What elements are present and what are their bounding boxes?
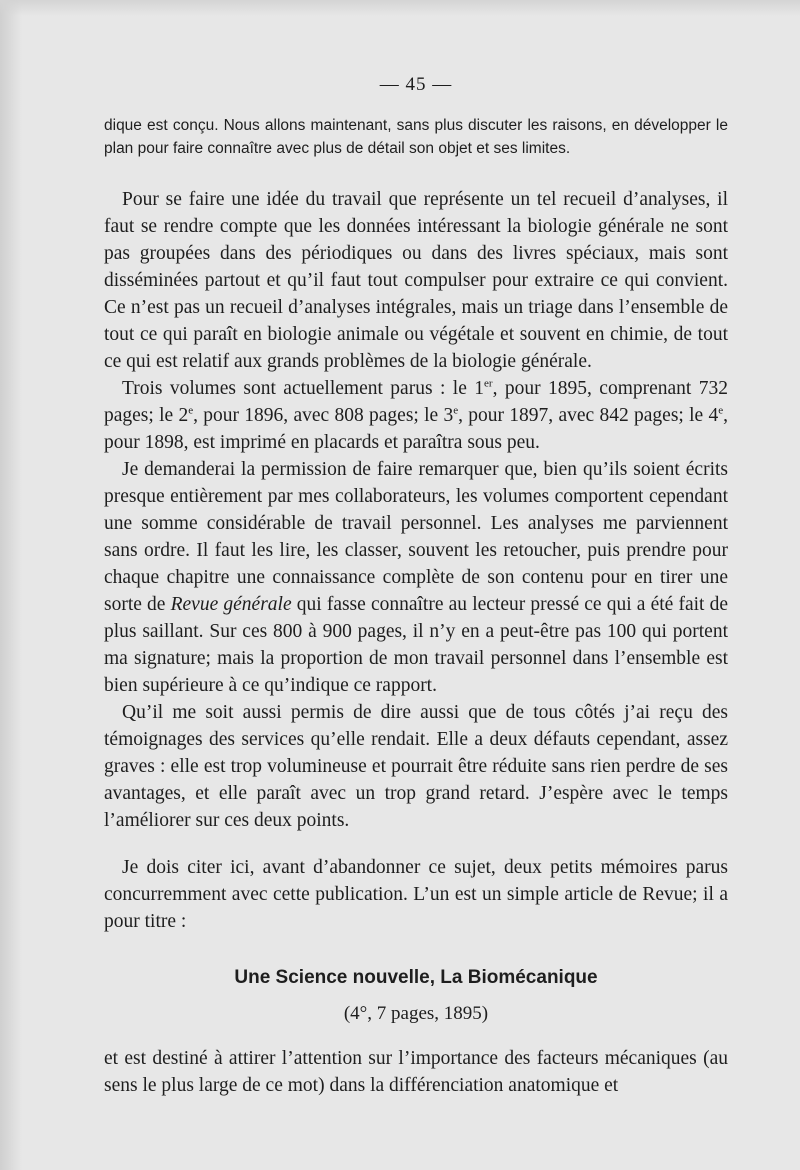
paragraph-volumes-published bbox=[104, 375, 728, 456]
personal-work-text-1: Je demanderai la permission de faire remarquer que, bien qu’ils soient écrits presque entièrement par mes collaborateurs, les volumes comportent cependant une somme considérable de travail personnel. Les analyses me parviennent sans ordre. Il faut les lire, les classer, souvent les retoucher, puis prendre pour chaque chapitre une connaissance complète de son contenu pour en tirer une sorte de bbox=[104, 459, 728, 615]
paragraph-biomechanics: et est destiné à attirer l’attention sur l’importance des facteurs mécaniques (au sens le plus large de ce mot) dans la différenciation anatomique et bbox=[104, 1048, 728, 1096]
volumes-text-1: Trois volumes sont actuellement parus : le 1 bbox=[122, 378, 485, 399]
volumes-text-3: , pour 1896, avec 808 pages; le 3 bbox=[193, 405, 454, 426]
paragraph-work-volume: Pour se faire une idée du travail que représente un tel recueil d’analyses, il faut se rendre compte que les données intéressant la biologie générale ne sont pas groupées dans des périodiques ou dans des livres spéciaux, mais sont disséminées partout et qu’il faut tout compulser pour extraire ce qui convient. Ce n’est pas un recueil d’analyses intégrales, mais un triage dans l’ensemble de tout ce qui paraît en biologie animale ou végétale et souvent en chimie, de tout ce qui est relatif aux grands problèmes de la biologie générale. bbox=[104, 189, 728, 372]
superscript-er: er bbox=[484, 377, 493, 390]
scan-shadow-top bbox=[0, 0, 800, 16]
superscript-e-4: e bbox=[718, 404, 724, 417]
scan-shadow-left bbox=[0, 0, 22, 1170]
paragraph-gap bbox=[104, 834, 728, 854]
section-title: Une Science nouvelle, La Biomécanique bbox=[234, 967, 598, 988]
carry-over-paragraph: dique est conçu. Nous allons maintenant, sans plus discuter les raisons, en développer le plan pour faire connaître avec plus de détail son objet et ses limites. bbox=[104, 117, 728, 157]
paragraph-personal-work bbox=[104, 456, 728, 699]
section-subtitle: (4°, 7 pages, 1895) bbox=[343, 1003, 489, 1024]
superscript-e-3: e bbox=[453, 404, 459, 417]
volumes-text-2: , pour 1895, comprenant 732 pages; le 2 bbox=[104, 378, 729, 426]
volumes-text-5: , pour 1898, est imprimé en placards et paraîtra sous peu. bbox=[104, 405, 728, 453]
paragraph-testimonies: Qu’il me soit aussi permis de dire aussi que de tous côtés j’ai reçu des témoignages des services qu’elle rendait. Elle a deux défauts cependant, assez graves : elle est trop volumineuse et pourrait être réduite sans rien perdre de ses avantages, et elle paraît avec un trop grand retard. J’espère avec le temps l’améliorer sur ces deux points. bbox=[104, 702, 728, 831]
page-number: — 45 — bbox=[379, 74, 453, 95]
page-content bbox=[104, 70, 728, 1099]
volumes-text-4: , pour 1897, avec 842 pages; le 4 bbox=[458, 405, 719, 426]
revue-generale-italic: Revue générale bbox=[170, 594, 292, 615]
superscript-e-2: e bbox=[188, 404, 194, 417]
personal-work-text-2: qui fasse connaître au lecteur pressé ce qui a été fait de plus saillant. Sur ces 800 à 900 pages, il n’y en a peut-être pas 100 qui portent ma signature; mais la proportion de mon travail personnel dans l’ensemble est bien supérieure à ce qu’indique ce rapport. bbox=[104, 594, 728, 696]
paragraph-memoirs: Je dois citer ici, avant d’abandonner ce sujet, deux petits mémoires parus concurremment avec cette publication. L’un est un simple article de Revue; il a pour titre : bbox=[104, 857, 728, 932]
